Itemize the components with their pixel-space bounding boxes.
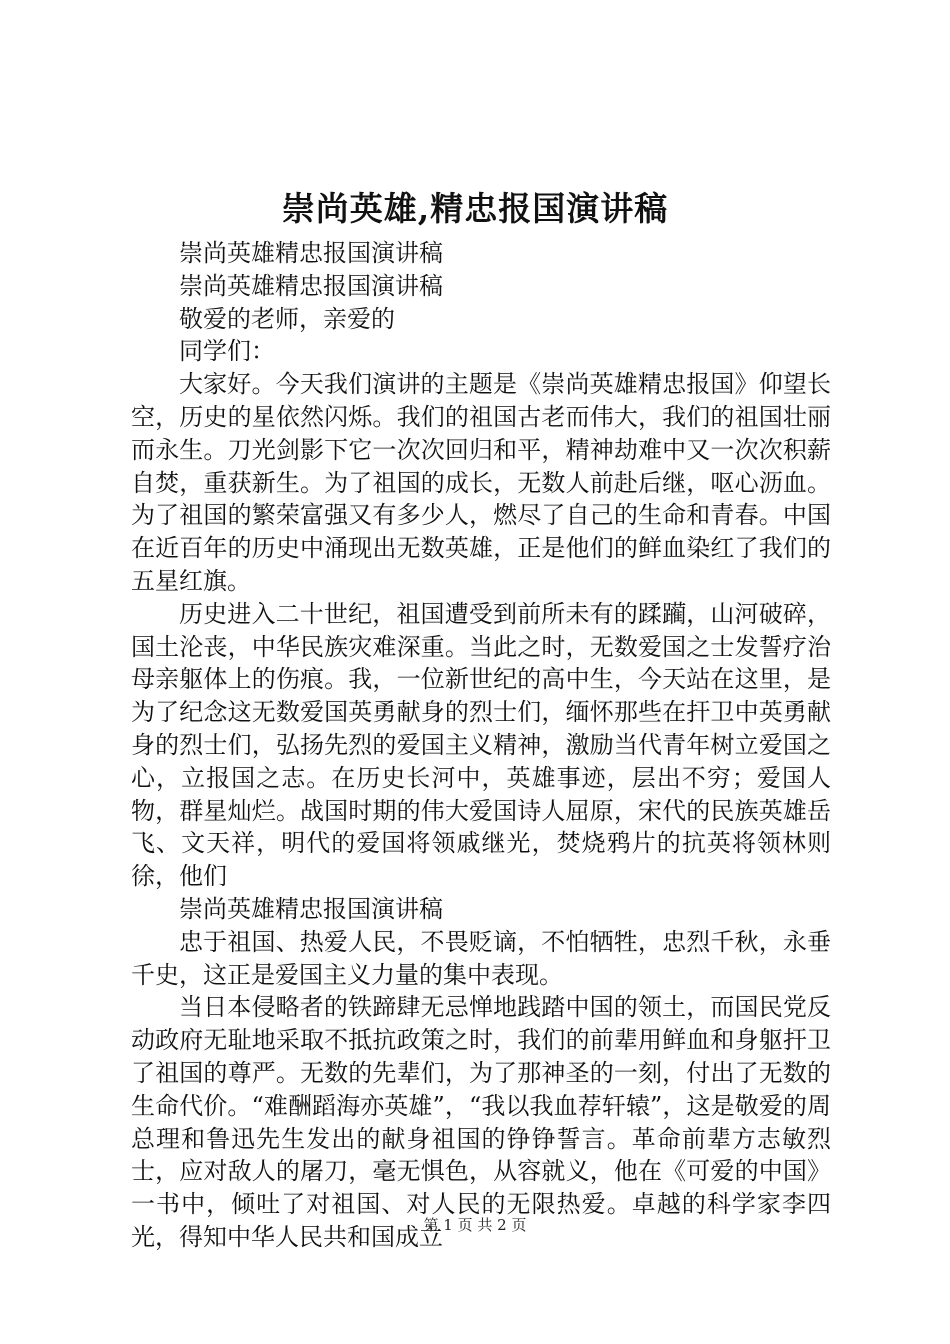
document-body: [131, 237, 831, 1254]
paragraph-heroes: 当日本侵略者的铁蹄肆无忌惮地践踏中国的领土，而国民党反动政府无耻地采取不抵抗政策之时，我们的前辈用鲜血和身躯扞卫了祖国的尊严。无数的先辈们，为了那神圣的一刻，付出了无数的生命代价。“难酬蹈海亦英雄”，“我以我血荐轩辕”，这是敬爱的周总理和鲁迅先生发出的献身祖国的铮铮誓言。革命前辈方志敏烈士，应对敌人的屠刀，毫无惧色，从容就义，他在《可爱的中国》一书中，倾吐了对祖国、对人民的无限热爱。卓越的科学家李四光，得知中华人民共和国成立: [131, 993, 831, 1251]
paragraph-salutation: 敬爱的老师，亲爱的: [179, 304, 395, 333]
paragraph-salutation-continued: 同学们：: [179, 337, 275, 366]
paragraph-loyalty: 忠于祖国、热爱人民，不畏贬谪，不怕牺牲，忠烈千秋，永垂千史，这正是爱国主义力量的集中表现。: [131, 927, 831, 989]
paragraph-repeat-heading: 崇尚英雄精忠报国演讲稿: [179, 894, 443, 923]
paragraph-history: 历史进入二十世纪，祖国遭受到前所未有的蹂躏，山河破碎，国土沦丧，中华民族灾难深重。当此之时，无数爱国之士发誓疗治母亲躯体上的伤痕。我，一位新世纪的高中生，今天站在这里，是为了纪念这无数爱国英勇献身的烈士们，缅怀那些在扞卫中英勇献身的烈士们，弘扬先烈的爱国主义精神，激励当代青年树立爱国之心，立报国之志。在历史长河中，英雄事迹，层出不穷；爱国人物，群星灿烂。战国时期的伟大爱国诗人屈原，宋代的民族英雄岳飞、文天祥，明代的爱国将领戚继光，焚烧鸦片的抗英将领林则徐，他们: [131, 599, 831, 891]
paragraph-opening: 大家好。今天我们演讲的主题是《崇尚英雄精忠报国》仰望长空，历史的星依然闪烁。我们的祖国古老而伟大，我们的祖国壮丽而永生。刀光剑影下它一次次回归和平，精神劫难中又一次次积薪自焚，重获新生。为了祖国的成长，无数人前赴后继，呕心沥血。为了祖国的繁荣富强又有多少人，燃尽了自己的生命和青春。中国在近百年的历史中涌现出无数英雄，正是他们的鲜血染红了我们的五星红旗。: [131, 370, 831, 595]
page-footer: 第 1 页 共 2 页: [423, 1216, 527, 1234]
paragraph-subtitle: 崇尚英雄精忠报国演讲稿: [179, 239, 443, 267]
paragraph-subtitle-repeat: 崇尚英雄精忠报国演讲稿: [179, 271, 443, 300]
document-title: 崇尚英雄,精忠报国演讲稿: [281, 189, 669, 228]
